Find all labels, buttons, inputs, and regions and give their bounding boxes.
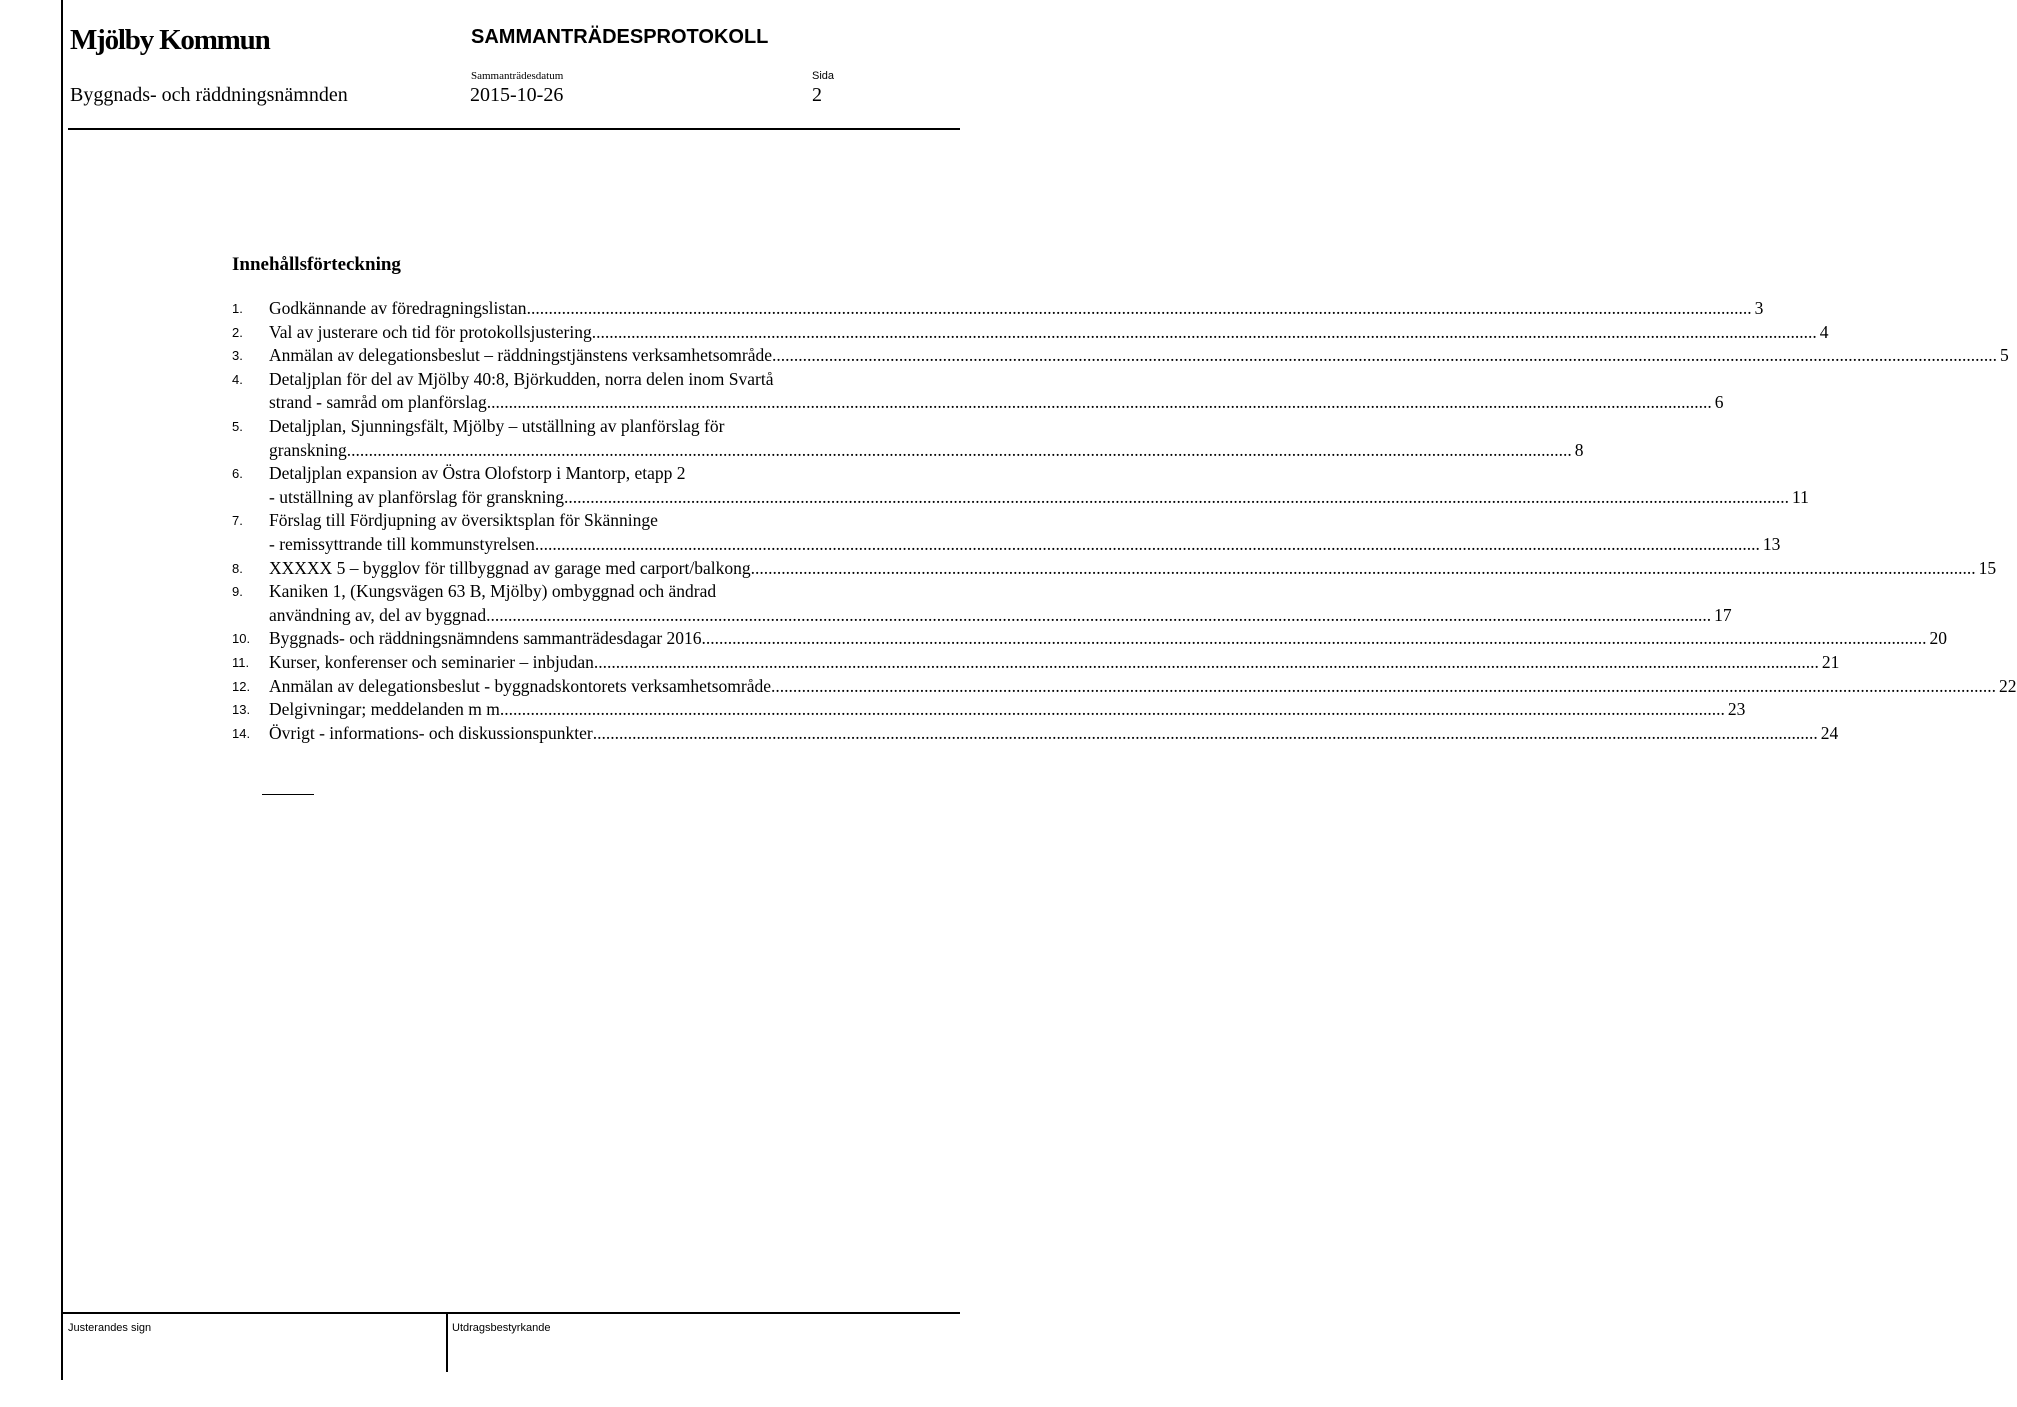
toc-item-number: 12. <box>232 678 251 694</box>
toc-item-text: Delgivningar; meddelanden m m <box>269 699 500 720</box>
toc-item[interactable] <box>232 722 1839 746</box>
toc-leader-dots <box>500 698 1725 722</box>
toc-item-body <box>269 722 1838 746</box>
toc-leader-dots <box>772 344 1997 368</box>
meeting-date: 2015-10-26 <box>470 84 564 106</box>
toc-item-body <box>269 321 1828 345</box>
toc-item-body <box>269 627 1947 651</box>
toc-item-text: Anmälan av delegationsbeslut - byggnadskontorets verksamhetsområde <box>269 675 772 696</box>
toc-item-number: 13. <box>232 702 251 718</box>
toc-item-text: Kurser, konferenser och seminarier – inbjudan <box>269 651 594 672</box>
toc-title: Innehållsförteckning <box>232 254 401 275</box>
toc-item-number: 2. <box>232 324 243 340</box>
toc-leader-dots <box>594 651 1819 675</box>
toc-item[interactable] <box>232 321 1829 345</box>
utdragsbestyrkande-label: Utdragsbestyrkande <box>452 1322 551 1334</box>
toc-leader-dots <box>487 391 1712 415</box>
toc-item-page: 6 <box>1714 392 1724 413</box>
toc-item-text: granskning <box>269 439 347 460</box>
toc-item[interactable] <box>232 651 1840 675</box>
toc-item-text: - utställning av planförslag för granskning <box>269 486 565 507</box>
toc-item-text: Övrigt - informations- och diskussionspunkter <box>269 722 593 743</box>
page-number: 2 <box>812 84 822 106</box>
toc-item[interactable] <box>232 415 1584 462</box>
toc-item[interactable] <box>232 297 1764 321</box>
toc-item-text: Detaljplan, Sjunningsfält, Mjölby – utställning av planförslag för <box>269 415 725 436</box>
toc-item-number: 8. <box>232 560 243 576</box>
toc-leader-dots <box>535 533 1760 557</box>
end-rule <box>262 794 314 795</box>
toc-item-body <box>269 368 1723 415</box>
toc-leader-dots <box>771 675 1996 699</box>
toc-item[interactable] <box>232 557 1997 581</box>
toc-item-page: 23 <box>1727 699 1746 720</box>
toc-item-number: 11. <box>232 654 250 670</box>
toc-item-text: Detaljplan för del av Mjölby 40:8, Björkudden, norra delen inom Svartå <box>269 368 774 389</box>
toc-item-number: 1. <box>232 301 243 316</box>
toc-item-body <box>269 675 2017 699</box>
toc-item-text: Godkännande av föredragningslistan <box>269 298 527 318</box>
toc-item-text: Kaniken 1, (Kungsvägen 63 B, Mjölby) ombyggnad och ändrad <box>269 581 717 602</box>
toc-item-number: 4. <box>232 371 243 387</box>
toc-item-page: 21 <box>1821 651 1840 672</box>
justerandes-sign-label: Justerandes sign <box>68 1322 152 1334</box>
toc-item-text: Val av justerare och tid för protokollsjustering <box>269 321 592 342</box>
toc-leader-dots <box>486 604 1711 628</box>
toc-item-text: Byggnads- och räddningsnämndens sammanträdesdagar 2016 <box>269 628 702 649</box>
toc-item-page: 3 <box>1754 298 1764 318</box>
table-of-contents <box>232 297 2017 745</box>
toc-item-text: användning av, del av byggnad <box>269 604 487 625</box>
toc-item[interactable] <box>232 462 1809 509</box>
toc-item-number: 3. <box>232 348 243 364</box>
toc-leader-dots <box>347 439 1572 463</box>
toc-item-body <box>269 651 1839 675</box>
toc-item-text: strand - samråd om planförslag <box>269 392 487 413</box>
department-name: Byggnads- och räddningsnämnden <box>70 84 348 106</box>
toc-item-page: 24 <box>1820 722 1839 743</box>
toc-leader-dots <box>751 557 1976 581</box>
toc-item-page: 13 <box>1762 533 1781 554</box>
toc-item[interactable] <box>232 627 1948 651</box>
toc-item-text: Detaljplan expansion av Östra Olofstorp i Mantorp, etapp 2 <box>269 463 686 484</box>
toc-item-page: 15 <box>1978 557 1997 578</box>
toc-item-body <box>269 557 1996 581</box>
toc-item-body <box>269 509 1780 556</box>
document-type: SAMMANTRÄDESPROTOKOLL <box>471 26 769 48</box>
left-margin-rule <box>61 0 63 1380</box>
toc-leader-dots <box>593 722 1818 746</box>
toc-item-text: - remissyttrande till kommunstyrelsen <box>269 533 535 554</box>
toc-item[interactable] <box>232 344 2009 368</box>
toc-item-number: 7. <box>232 513 243 529</box>
toc-item-number: 10. <box>232 631 251 647</box>
toc-leader-dots <box>564 486 1789 510</box>
toc-item[interactable] <box>232 509 1781 556</box>
organization-name: Mjölby Kommun <box>70 24 270 56</box>
footer-column-divider <box>446 1312 448 1372</box>
toc-item-body <box>269 698 1745 722</box>
toc-item[interactable] <box>232 368 1724 415</box>
toc-item-page: 4 <box>1819 321 1829 342</box>
page-label: Sida <box>812 70 835 82</box>
toc-item-body <box>269 462 1809 509</box>
toc-leader-dots <box>527 297 1752 321</box>
toc-leader-dots <box>702 627 1927 651</box>
toc-item-number: 5. <box>232 418 243 434</box>
toc-item-text: Förslag till Fördjupning av översiktsplan för Skänninge <box>269 510 658 531</box>
toc-item-text: XXXXX 5 – bygglov för tillbyggnad av garage med carport/balkong <box>269 557 751 578</box>
toc-item-number: 14. <box>232 725 251 741</box>
toc-item-page: 5 <box>2000 345 2009 366</box>
footer-divider <box>61 1312 960 1314</box>
date-label: Sammanträdesdatum <box>471 70 564 82</box>
toc-item-number: 6. <box>232 466 243 482</box>
toc-item-page: 17 <box>1714 604 1732 625</box>
toc-item[interactable] <box>232 675 2017 699</box>
toc-item-body <box>269 415 1584 462</box>
header-divider <box>68 128 960 130</box>
toc-item-body <box>269 297 1763 321</box>
toc-leader-dots <box>592 321 1817 345</box>
toc-item-number: 9. <box>232 584 243 600</box>
toc-item-page: 20 <box>1929 628 1948 649</box>
toc-item-body <box>269 344 2009 368</box>
toc-item[interactable] <box>232 580 1732 627</box>
toc-item-text: Anmälan av delegationsbeslut – räddningstjänstens verksamhetsområde <box>269 345 772 366</box>
toc-item[interactable] <box>232 698 1746 722</box>
toc-item-page: 8 <box>1574 439 1584 460</box>
toc-item-page: 22 <box>1999 675 2017 696</box>
toc-item-page: 11 <box>1792 486 1809 507</box>
toc-item-body <box>269 580 1732 627</box>
